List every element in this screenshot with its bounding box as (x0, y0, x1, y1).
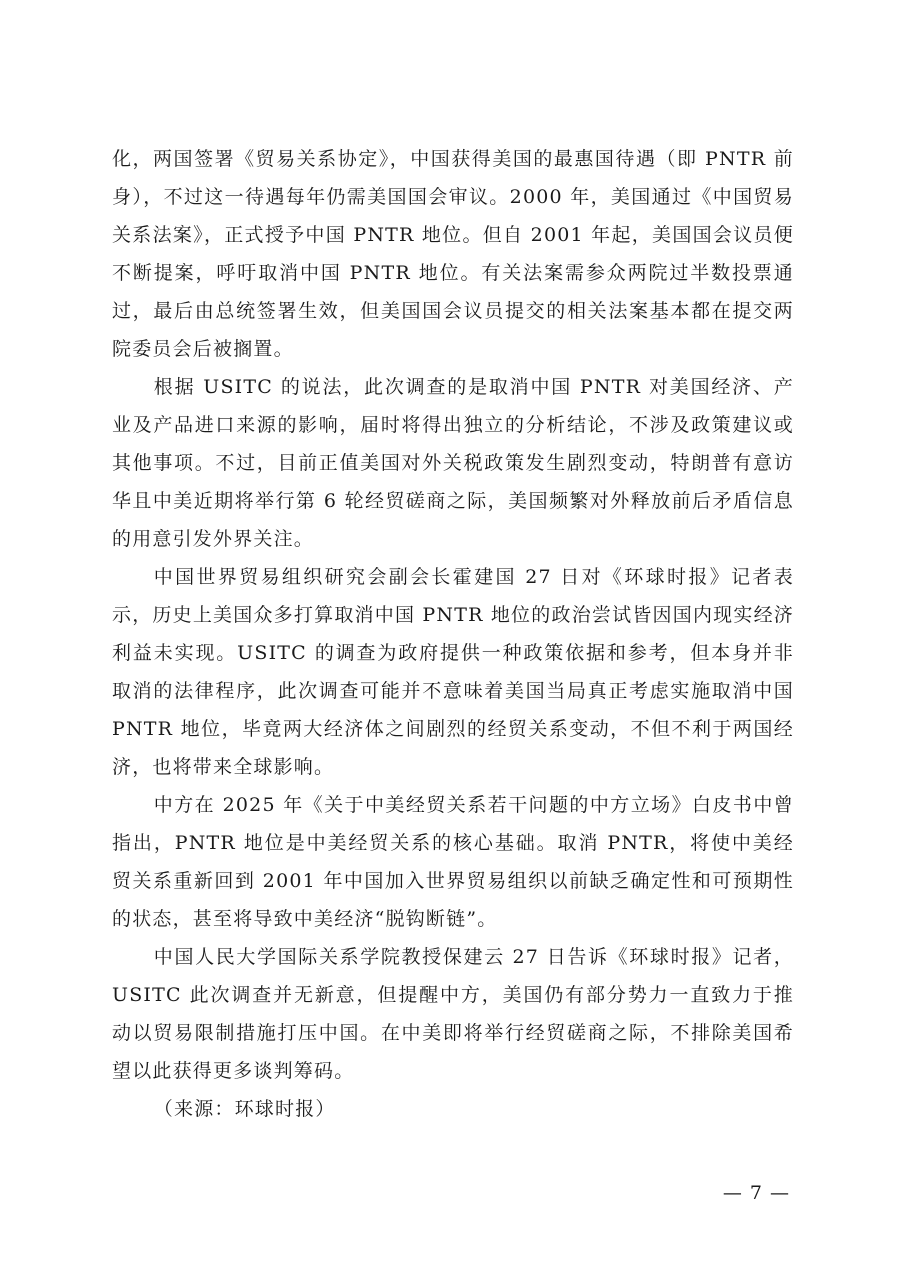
paragraph-usitc-statement: 根据 USITC 的说法，此次调查的是取消中国 PNTR 对美国经济、产业及产品进口来源的影响，届时将得出独立的分析结论，不涉及政策建议或其他事项。不过，目前正值美国对外关税政策发生剧烈变动，特朗普有意访华且中美近期将举行第 6 轮经贸磋商之际，美国频繁对外释放前后矛盾信息的用意引发外界关注。 (112, 376, 794, 550)
document-body (112, 140, 794, 1128)
paragraph-continuation: 化，两国签署《贸易关系协定》，中国获得美国的最惠国待遇（即 PNTR 前身），不过这一待遇每年仍需美国国会审议。2000 年，美国通过《中国贸易关系法案》，正式授予中国 PNTR 地位。但自 2001 年起，美国国会议员便不断提案，呼吁取消中国 PNTR 地位。有关法案需参众两院过半数投票通过，最后由总统签署生效，但美国国会议员提交的相关法案基本都在提交两院委员会后被搁置。 (112, 148, 794, 360)
page-number: — 7 — (722, 1182, 790, 1204)
paragraph-huo-jianguo-quote: 中国世界贸易组织研究会副会长霍建国 27 日对《环球时报》记者表示，历史上美国众多打算取消中国 PNTR 地位的政治尝试皆因国内现实经济利益未实现。USITC 的调查为政府提供一种政策依据和参考，但本身并非取消的法律程序，此次调查可能并不意味着美国当局真正考虑实施取消中国 PNTR 地位，毕竟两大经济体之间剧烈的经贸关系变动，不但不利于两国经济，也将带来全球影响。 (112, 566, 794, 778)
paragraph-bao-jianyun-quote: 中国人民大学国际关系学院教授保建云 27 日告诉《环球时报》记者，USITC 此次调查并无新意，但提醒中方，美国仍有部分势力一直致力于推动以贸易限制措施打压中国。在中美即将举行经贸磋商之际，不排除美国希望以此获得更多谈判筹码。 (112, 946, 794, 1082)
paragraph-white-paper: 中方在 2025 年《关于中美经贸关系若干问题的中方立场》白皮书中曾指出，PNTR 地位是中美经贸关系的核心基础。取消 PNTR，将使中美经贸关系重新回到 2001 年中国加入世界贸易组织以前缺乏确定性和可预期性的状态，甚至将导致中美经济“脱钩断链”。 (112, 794, 794, 930)
source-note: （来源：环球时报） (153, 1098, 336, 1120)
